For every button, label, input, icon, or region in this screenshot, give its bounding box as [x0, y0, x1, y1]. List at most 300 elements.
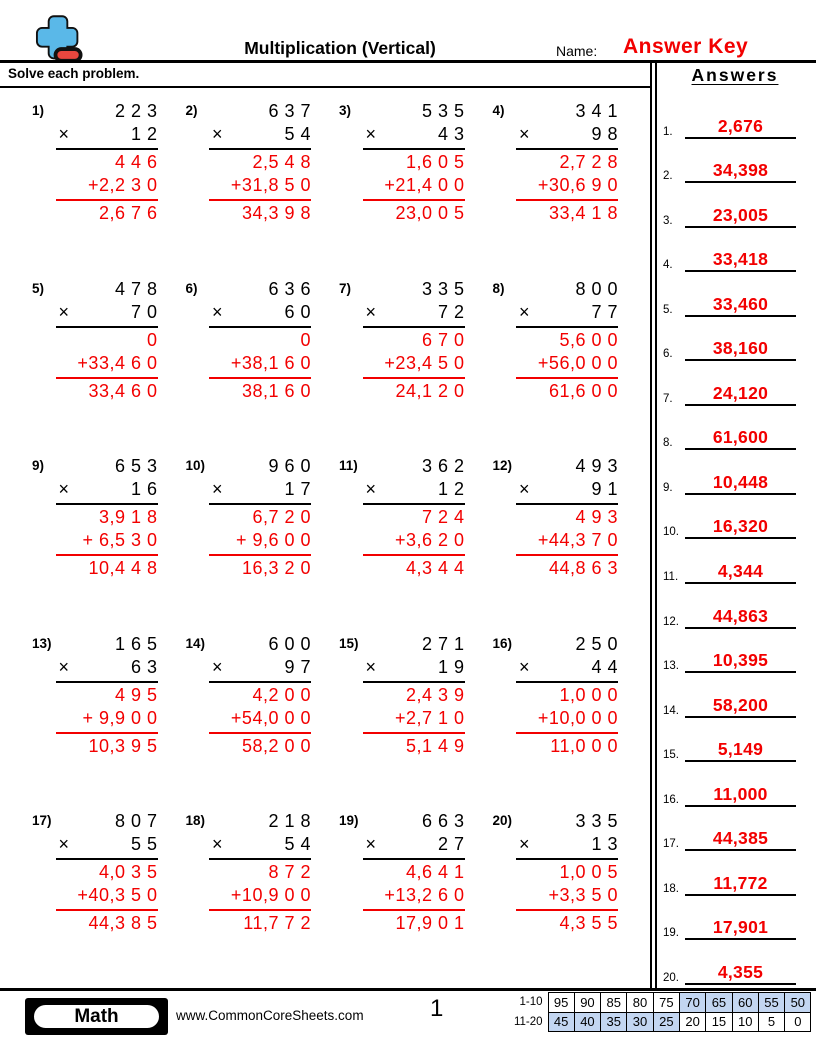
multiplier-row — [56, 833, 158, 856]
problem-number: 4) — [492, 103, 505, 118]
partial-product-1: 1,0 0 5 — [559, 862, 618, 883]
product: 33,4 6 0 — [88, 380, 158, 401]
problem-number: 13) — [32, 635, 52, 651]
score-range-label: 1-10 — [519, 996, 543, 1009]
multiplier: 1 7 — [284, 479, 311, 500]
problem-work-column — [56, 455, 158, 580]
answer-number: 17. — [663, 838, 679, 851]
multiplicand: 4 7 8 — [114, 278, 158, 299]
equals-rule — [516, 858, 618, 860]
partial-product-1: 0 — [146, 329, 158, 350]
answer-row — [660, 272, 810, 317]
product: 11,7 7 2 — [243, 913, 311, 934]
partial-product-1: 6,7 2 0 — [252, 507, 311, 528]
answer-blank-line — [685, 784, 796, 807]
sum-rule — [56, 199, 158, 201]
product: 4,3 5 5 — [559, 913, 618, 934]
partial-product-2: + 9,9 0 0 — [82, 707, 158, 728]
answer-row — [660, 228, 810, 273]
answer-number: 12. — [663, 615, 679, 628]
problem-number: 5) — [32, 280, 45, 296]
partial-product-1: 4 4 6 — [114, 152, 158, 172]
multiplicand: 6 3 7 — [268, 101, 311, 121]
sum-rule — [56, 377, 158, 379]
sum-rule — [56, 909, 158, 911]
multiplier-row — [363, 833, 465, 856]
name-label: Name: — [556, 43, 598, 59]
multiplicand: 3 3 5 — [575, 811, 618, 832]
problem-work-column — [516, 100, 618, 225]
problem — [176, 455, 330, 633]
product: 33,4 1 8 — [548, 203, 618, 223]
multiplicand: 2 5 0 — [575, 633, 618, 654]
product: 4,3 4 4 — [405, 558, 465, 579]
multiplier-row — [209, 478, 311, 501]
multiplier: 9 7 — [284, 656, 311, 677]
multiplicand: 6 5 3 — [114, 456, 158, 477]
times-icon: × — [58, 124, 70, 144]
multiplicand: 6 3 6 — [268, 278, 311, 299]
multiplier-row — [56, 656, 158, 679]
answer-blank-line — [685, 917, 796, 940]
multiplier: 4 4 — [591, 656, 618, 677]
equals-rule — [363, 326, 465, 328]
partial-product-2: + 6,5 3 0 — [82, 530, 158, 551]
partial-product-2: +23,4 5 0 — [384, 352, 465, 373]
multiplier-row — [56, 123, 158, 146]
multiplicand: 6 0 0 — [268, 633, 311, 654]
problem-work-column — [56, 633, 158, 758]
multiplier: 1 2 — [437, 479, 465, 500]
answer-number: 10. — [663, 526, 679, 539]
partial-product-2: +2,7 1 0 — [394, 707, 465, 728]
times-icon: × — [58, 301, 70, 322]
equals-rule — [516, 148, 618, 150]
answer-value: 16,320 — [712, 516, 769, 537]
equals-rule — [209, 858, 311, 860]
sum-rule — [56, 554, 158, 556]
score-cell: 65 — [706, 993, 732, 1013]
answer-row — [660, 851, 810, 896]
answer-number: 4. — [663, 259, 673, 272]
times-icon: × — [58, 479, 70, 500]
equals-rule — [56, 681, 158, 683]
score-cell: 10 — [732, 1012, 758, 1032]
score-cell: 95 — [548, 993, 574, 1013]
times-icon: × — [365, 834, 377, 855]
multiplier: 4 3 — [437, 124, 465, 144]
answer-row — [660, 495, 810, 540]
partial-product-1: 4,2 0 0 — [252, 684, 311, 705]
grading-scale-table — [502, 992, 811, 1032]
equals-rule — [363, 503, 465, 505]
times-icon: × — [365, 301, 377, 322]
score-cell: 15 — [706, 1012, 732, 1032]
partial-product-2: +13,2 6 0 — [384, 885, 465, 906]
multiplier-row — [363, 478, 465, 501]
partial-product-2: +33,4 6 0 — [77, 352, 158, 373]
problem-work-column — [56, 278, 158, 403]
problem-number: 3) — [339, 103, 352, 118]
times-icon: × — [519, 479, 531, 500]
times-icon: × — [212, 301, 224, 322]
multiplicand: 3 3 5 — [421, 278, 465, 299]
subject-badge-label: Math — [32, 1003, 161, 1030]
partial-product-2: +38,1 6 0 — [230, 352, 311, 373]
answer-value: 4,344 — [717, 561, 764, 582]
times-icon: × — [519, 656, 531, 677]
partial-product-1: 3,9 1 8 — [98, 507, 158, 528]
partial-product-2: +44,3 7 0 — [537, 530, 618, 551]
sum-rule — [209, 199, 311, 201]
partial-product-1: 7 2 4 — [421, 507, 465, 528]
partial-product-1: 8 7 2 — [268, 862, 311, 883]
multiplicand: 5 3 5 — [421, 101, 465, 121]
partial-product-1: 4,0 3 5 — [98, 862, 158, 883]
problem — [176, 633, 330, 811]
multiplier: 1 9 — [437, 656, 465, 677]
problem — [329, 810, 483, 988]
score-cell: 50 — [785, 993, 811, 1013]
partial-product-2: +56,0 0 0 — [537, 352, 618, 373]
multiplicand: 4 9 3 — [575, 456, 618, 477]
multiplier-row — [209, 833, 311, 856]
answer-number: 9. — [663, 481, 673, 494]
equals-rule — [516, 681, 618, 683]
problem-work-column — [516, 633, 618, 758]
product: 34,3 9 8 — [241, 203, 311, 223]
product: 5,1 4 9 — [405, 735, 465, 756]
footer-divider-line — [0, 988, 816, 991]
multiplicand: 9 6 0 — [268, 456, 311, 477]
answer-number: 1. — [663, 125, 673, 138]
answer-blank-line — [685, 338, 796, 361]
answer-number: 6. — [663, 348, 673, 361]
answer-number: 8. — [663, 437, 673, 450]
sum-rule — [363, 909, 465, 911]
equals-rule — [209, 681, 311, 683]
problem — [22, 100, 176, 278]
answer-row — [660, 139, 810, 184]
problem-work-column — [363, 633, 465, 758]
problem-number: 14) — [185, 635, 206, 651]
sum-rule — [363, 554, 465, 556]
multiplicand: 6 6 3 — [421, 811, 465, 832]
answer-number: 2. — [663, 170, 673, 183]
problem-number: 15) — [339, 635, 359, 651]
problem — [329, 278, 483, 456]
answer-value: 24,120 — [712, 382, 769, 403]
problem-work-column — [209, 633, 311, 758]
problem-work-column — [516, 455, 618, 580]
score-cell: 40 — [574, 1012, 600, 1032]
problem — [176, 810, 330, 988]
product: 17,9 0 1 — [395, 913, 465, 934]
answer-number: 18. — [663, 882, 679, 895]
answer-blank-line — [685, 160, 796, 183]
times-icon: × — [519, 124, 531, 144]
grading-row-1 — [502, 993, 811, 1013]
answer-value: 5,149 — [717, 739, 764, 760]
partial-product-1: 6 7 0 — [421, 329, 465, 350]
instructions-text: Solve each problem. — [8, 66, 140, 81]
problem-number: 20) — [492, 813, 513, 829]
problem-number: 6) — [185, 280, 198, 296]
answer-row — [660, 539, 810, 584]
times-icon: × — [365, 656, 377, 677]
partial-product-2: +10,0 0 0 — [537, 707, 618, 728]
answers-column-divider — [650, 60, 657, 990]
problem — [329, 633, 483, 811]
answer-row — [660, 94, 810, 139]
sum-rule — [209, 732, 311, 734]
page-number: 1 — [430, 995, 444, 1022]
answer-value: 23,005 — [712, 204, 769, 225]
answer-blank-line — [685, 650, 796, 673]
answer-blank-line — [685, 294, 796, 317]
answer-number: 5. — [663, 303, 673, 316]
answer-number: 14. — [663, 704, 679, 717]
score-cell: 20 — [679, 1012, 705, 1032]
answer-row — [660, 940, 810, 985]
answer-number: 13. — [663, 660, 679, 673]
multiplier-row — [209, 123, 311, 146]
multiplier-row — [363, 301, 465, 324]
multiplier: 2 7 — [437, 834, 465, 855]
answer-blank-line — [685, 116, 796, 139]
answer-row — [660, 317, 810, 362]
partial-product-1: 5,6 0 0 — [559, 329, 618, 350]
sum-rule — [209, 909, 311, 911]
sum-rule — [516, 554, 618, 556]
times-icon: × — [212, 656, 224, 677]
problem-number: 11) — [339, 458, 358, 474]
times-icon: × — [212, 834, 224, 855]
times-icon: × — [212, 124, 224, 144]
problem-work-column — [209, 810, 311, 935]
multiplier-row — [516, 656, 618, 679]
answer-row — [660, 807, 810, 852]
problem-work-column — [209, 100, 311, 225]
multiplier: 1 6 — [130, 479, 158, 500]
answer-blank-line — [685, 962, 796, 985]
answer-row — [660, 629, 810, 674]
answer-row — [660, 183, 810, 228]
answer-value: 61,600 — [712, 427, 769, 448]
product: 16,3 2 0 — [241, 558, 311, 579]
answer-value: 58,200 — [712, 694, 769, 715]
answer-value: 11,772 — [713, 872, 768, 893]
partial-product-1: 4 9 3 — [575, 507, 618, 528]
partial-product-2: +21,4 0 0 — [384, 175, 465, 195]
answer-blank-line — [685, 561, 796, 584]
answer-number: 3. — [663, 214, 673, 227]
answer-blank-line — [685, 205, 796, 228]
answer-value: 44,385 — [712, 828, 769, 849]
multiplier: 9 8 — [591, 124, 618, 144]
sum-rule — [516, 909, 618, 911]
answer-number: 7. — [663, 392, 673, 405]
problem-number: 17) — [32, 813, 52, 829]
multiplicand: 8 0 0 — [575, 278, 618, 299]
score-cell: 85 — [601, 993, 627, 1013]
multiplicand: 2 2 3 — [114, 101, 158, 121]
partial-product-2: +30,6 9 0 — [537, 175, 618, 195]
times-icon: × — [58, 656, 70, 677]
problems-grid — [22, 100, 636, 988]
multiplier: 5 4 — [284, 124, 311, 144]
equals-rule — [516, 326, 618, 328]
multiplier: 1 2 — [130, 124, 158, 144]
sum-rule — [363, 377, 465, 379]
multiplier-row — [516, 478, 618, 501]
answers-heading: Answers — [691, 65, 779, 85]
answer-blank-line — [685, 695, 796, 718]
partial-product-2: +3,3 5 0 — [548, 885, 618, 906]
sum-rule — [56, 732, 158, 734]
multiplier: 5 5 — [130, 834, 158, 855]
score-cell: 70 — [679, 993, 705, 1013]
answer-blank-line — [685, 606, 796, 629]
product: 24,1 2 0 — [395, 380, 465, 401]
problem-number: 19) — [339, 813, 359, 829]
answer-number: 20. — [663, 971, 679, 984]
problem — [329, 100, 483, 278]
multiplicand: 3 6 2 — [421, 456, 465, 477]
score-cell: 75 — [653, 993, 679, 1013]
score-cell: 25 — [653, 1012, 679, 1032]
problem — [483, 633, 637, 811]
multiplier: 1 3 — [591, 834, 618, 855]
problem-number: 1) — [32, 103, 45, 118]
sum-rule — [516, 377, 618, 379]
partial-product-1: 1,0 0 0 — [559, 684, 618, 705]
multiplier: 6 3 — [130, 656, 158, 677]
equals-rule — [56, 858, 158, 860]
multiplier: 6 0 — [284, 301, 311, 322]
product: 10,3 9 5 — [88, 735, 158, 756]
problem — [22, 278, 176, 456]
partial-product-2: +31,8 5 0 — [230, 175, 311, 195]
multiplier-row — [209, 656, 311, 679]
answer-row — [660, 718, 810, 763]
problem — [176, 100, 330, 278]
problem — [483, 100, 637, 278]
answer-number: 16. — [663, 793, 679, 806]
answer-blank-line — [685, 739, 796, 762]
problem-work-column — [516, 810, 618, 935]
problem-number: 16) — [492, 635, 513, 651]
score-cell: 90 — [574, 993, 600, 1013]
times-icon: × — [365, 479, 377, 500]
multiplier-row — [363, 656, 465, 679]
problem-work-column — [209, 278, 311, 403]
problem-number: 2) — [185, 103, 198, 118]
partial-product-1: 1,6 0 5 — [405, 152, 465, 172]
answer-value: 38,160 — [712, 338, 769, 359]
problem-work-column — [363, 810, 465, 935]
score-cell: 0 — [785, 1012, 811, 1032]
answer-value: 17,901 — [712, 917, 769, 938]
problem — [483, 810, 637, 988]
multiplier-row — [56, 301, 158, 324]
sum-rule — [363, 732, 465, 734]
partial-product-2: +40,3 5 0 — [77, 885, 158, 906]
equals-rule — [363, 148, 465, 150]
worksheet-title: Multiplication (Vertical) — [244, 38, 436, 58]
subject-badge — [25, 998, 168, 1035]
multiplicand: 2 7 1 — [421, 633, 465, 654]
product: 44,3 8 5 — [88, 913, 158, 934]
problem-work-column — [56, 810, 158, 935]
multiplier: 9 1 — [591, 479, 618, 500]
answer-row — [660, 406, 810, 451]
product: 10,4 4 8 — [88, 558, 158, 579]
problem-number: 9) — [32, 458, 45, 474]
score-cell: 30 — [627, 1012, 653, 1032]
multiplier-row — [363, 123, 465, 146]
problem — [483, 278, 637, 456]
answer-blank-line — [685, 249, 796, 272]
multiplier: 7 0 — [130, 301, 158, 322]
sum-rule — [516, 732, 618, 734]
times-icon: × — [365, 124, 377, 144]
problem — [22, 455, 176, 633]
product: 11,0 0 0 — [550, 735, 618, 756]
product: 44,8 6 3 — [548, 558, 618, 579]
sum-rule — [363, 199, 465, 201]
sum-rule — [516, 199, 618, 201]
times-icon: × — [212, 479, 224, 500]
answer-value: 44,863 — [712, 605, 769, 626]
times-icon: × — [519, 301, 531, 322]
multiplier: 5 4 — [284, 834, 311, 855]
instructions-divider-line — [0, 86, 651, 88]
answer-key-name: Answer Key — [623, 35, 749, 58]
problem-number: 8) — [492, 280, 505, 296]
multiplier-row — [56, 478, 158, 501]
answer-blank-line — [685, 873, 796, 896]
equals-rule — [363, 858, 465, 860]
answer-number: 15. — [663, 749, 679, 762]
multiplier-row — [516, 123, 618, 146]
partial-product-1: 2,4 3 9 — [405, 684, 465, 705]
problem — [22, 810, 176, 988]
partial-product-1: 4,6 4 1 — [405, 862, 465, 883]
answer-blank-line — [685, 516, 796, 539]
sum-rule — [209, 377, 311, 379]
problem-number: 12) — [492, 458, 513, 474]
score-cell: 60 — [732, 993, 758, 1013]
score-range-label: 11-20 — [513, 1015, 543, 1028]
partial-product-2: +54,0 0 0 — [230, 707, 311, 728]
answer-value: 33,460 — [712, 293, 769, 314]
problem-work-column — [363, 100, 465, 225]
score-cell: 35 — [601, 1012, 627, 1032]
problem — [176, 278, 330, 456]
problem-work-column — [209, 455, 311, 580]
problem-work-column — [516, 278, 618, 403]
equals-rule — [363, 681, 465, 683]
answer-value: 33,418 — [712, 249, 769, 270]
answer-row — [660, 896, 810, 941]
answer-blank-line — [685, 828, 796, 851]
answer-value: 4,355 — [717, 961, 764, 982]
grading-row-2 — [502, 1012, 811, 1032]
multiplicand: 3 4 1 — [575, 101, 618, 121]
answer-number: 11. — [663, 571, 679, 584]
answer-row — [660, 673, 810, 718]
